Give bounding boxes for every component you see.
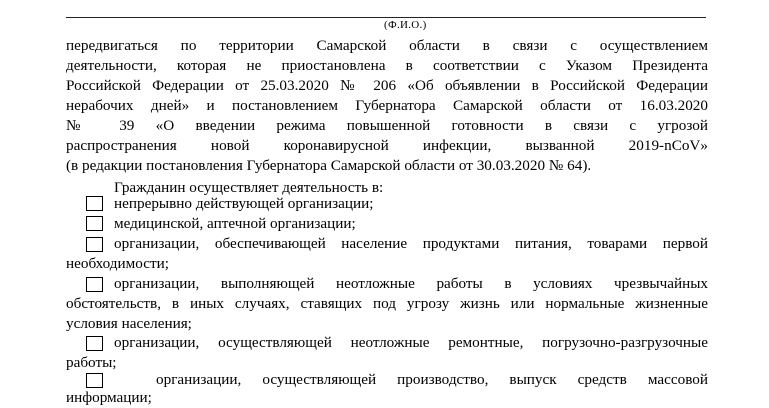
activity-intro: Гражданин осуществляет деятельность в: [114, 179, 384, 196]
option-checkbox[interactable] [86, 373, 103, 388]
fio-label: (Ф.И.О.) [384, 19, 427, 31]
paragraph-line: распространения новой коронавирусной инфекции, вызванной 2019-nCoV» [66, 137, 708, 154]
option-label-continuation: информации; [66, 389, 152, 406]
fio-signature-line [66, 17, 706, 18]
option-checkbox[interactable] [86, 336, 103, 351]
option-checkbox[interactable] [86, 216, 103, 231]
option-label-continuation: условия населения; [66, 315, 192, 332]
option-checkbox[interactable] [86, 277, 103, 292]
option-label: организации, выполняющей неотложные работы в условиях чрезвычайных [114, 275, 708, 292]
option-label-continuation: обстоятельств, в иных случаях, ставящих под угрозу жизнь или нормальные жизненные [66, 295, 708, 312]
option-label: непрерывно действующей организации; [114, 195, 374, 212]
paragraph-line: (в редакции постановления Губернатора Самарской области от 30.03.2020 № 64). [66, 157, 592, 174]
option-label: организации, осуществляющей производство, выпуск средств массовой [156, 371, 708, 388]
option-label-continuation: необходимости; [66, 255, 169, 272]
paragraph-line: № 39 «О введении режима повышенной готовности в связи с угрозой [66, 117, 708, 134]
paragraph-line: деятельности, которая не приостановлена в соответствии с Указом Президента [66, 57, 708, 74]
option-label-continuation: работы; [66, 354, 117, 371]
paragraph-line: передвигаться по территории Самарской области в связи с осуществлением [66, 37, 708, 54]
option-label: организации, обеспечивающей население продуктами питания, товарами первой [114, 235, 708, 252]
paragraph-line: Российской Федерации от 25.03.2020 № 206 «Об объявлении в Российской Федерации [66, 77, 708, 94]
option-checkbox[interactable] [86, 237, 103, 252]
paragraph-line: нерабочих дней» и постановлением Губернатора Самарской области от 16.03.2020 [66, 97, 708, 114]
option-label: медицинской, аптечной организации; [114, 215, 356, 232]
option-label: организации, осуществляющей неотложные ремонтные, погрузочно-разгрузочные [114, 334, 708, 351]
option-checkbox[interactable] [86, 196, 103, 211]
